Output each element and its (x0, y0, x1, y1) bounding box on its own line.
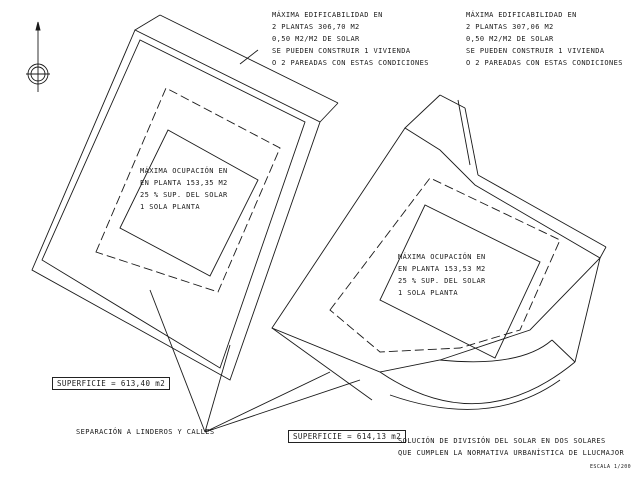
plot-b-buildability-note: MÁXIMA EDIFICABILIDAD EN 2 PLANTAS 307,06 M2 0,50 M2/M2 DE SOLAR SE PUEDEN CONSTRUIR 1 VIVIENDA O 2 PAREADAS CON ESTAS CONDICIONES (466, 11, 623, 67)
drawing-title: SOLUCIÓN DE DIVISIÓN DEL SOLAR EN DOS SOLARES QUE CUMPLEN LA NORMATIVA URBANÍSTICA DE LLUCMAJOR (398, 437, 625, 457)
plot-b-surface-label: SUPERFICIE = 614,13 m2 (288, 430, 406, 443)
separation-leader-lines (150, 290, 360, 432)
north-arrow-icon (26, 22, 50, 92)
scale-label: ESCALA (590, 464, 611, 470)
separation-label: SEPARACIÓN A LINDEROS Y CALLES (76, 428, 215, 436)
plot-b-occupancy-note: MÁXIMA OCUPACIÓN EN EN PLANTA 153,53 M2 25 % SUP. DEL SOLAR 1 SOLA PLANTA (398, 253, 486, 297)
plot-a-surface-label: SUPERFICIE = 613,40 m2 (52, 377, 170, 390)
plot-a-occupancy-note: MÁXIMA OCUPACIÓN EN EN PLANTA 153,35 M2 25 % SUP. DEL SOLAR 1 SOLA PLANTA (140, 167, 228, 211)
plot-a-buildability-note: MÁXIMA EDIFICABILIDAD EN 2 PLANTAS 306,70 M2 0,50 M2/M2 DE SOLAR SE PUEDEN CONSTRUIR 1 VIVIENDA O 2 PAREADAS CON ESTAS CONDICIONES (272, 11, 429, 67)
scale-value: 1/200 (614, 464, 632, 470)
